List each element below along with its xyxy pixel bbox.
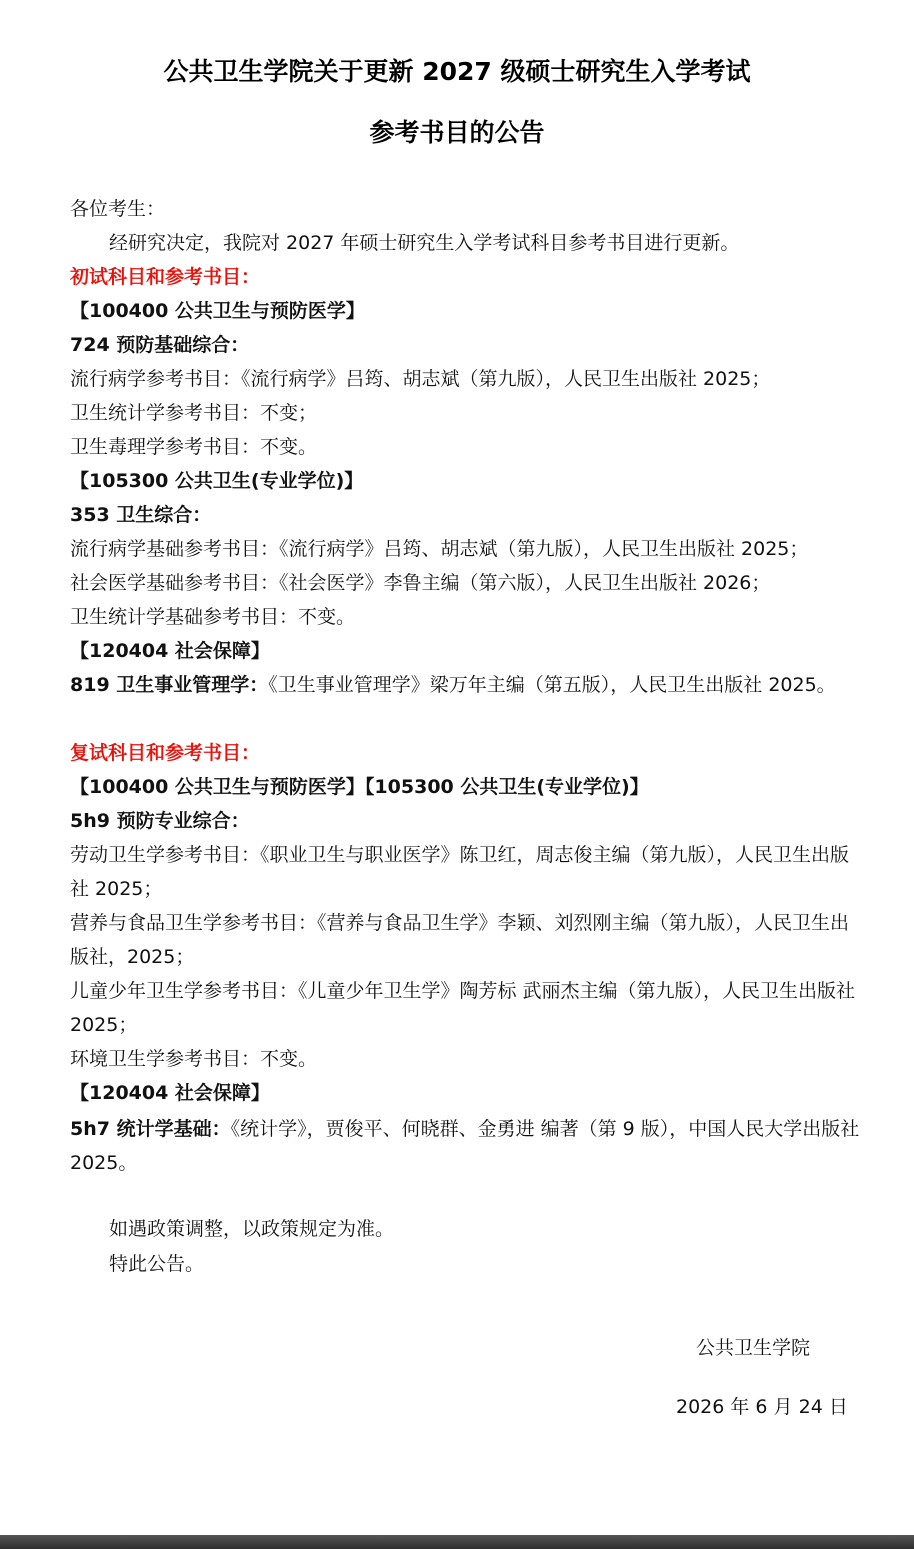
major-105300: 【105300 公共卫生(专业学位)】 [70, 470, 364, 492]
book-item-occupational-health: 劳动卫生学参考书目：《职业卫生与职业医学》陈卫红，周志俊主编（第九版），人民卫生出版社 2025； [70, 844, 850, 900]
major-100400: 【100400 公共卫生与预防医学】 [70, 300, 365, 322]
subject-819-book: 《卫生事业管理学》梁万年主编（第五版），人民卫生出版社 2025。 [268, 674, 836, 696]
book-item-epidemiology: 流行病学参考书目：《流行病学》吕筠、胡志斌（第九版），人民卫生出版社 2025； [70, 368, 771, 390]
signature: 公共卫生学院 [696, 1337, 811, 1359]
subject-5h7-label: 5h7 统计学基础： [70, 1118, 231, 1140]
major-120404: 【120404 社会保障】 [70, 640, 270, 662]
subject-353: 353 卫生综合： [70, 504, 212, 526]
retest-majors: 【100400 公共卫生与预防医学】【105300 公共卫生(专业学位)】 [70, 776, 649, 798]
closing-statement: 特此公告。 [109, 1253, 205, 1275]
preliminary-heading: 初试科目和参考书目： [70, 266, 261, 288]
closing-policy-note: 如遇政策调整，以政策规定为准。 [109, 1218, 395, 1240]
subject-724: 724 预防基础综合： [70, 334, 250, 356]
subject-819-label: 819 卫生事业管理学： [70, 674, 269, 696]
book-item-child-health: 儿童少年卫生学参考书目：《儿童少年卫生学》陶芳标 武丽杰主编（第九版），人民卫生出版社 2025； [70, 980, 856, 1036]
subject-5h9: 5h9 预防专业综合： [70, 810, 250, 832]
book-item-epidemiology-basic: 流行病学基础参考书目：《流行病学》吕筠、胡志斌（第九版），人民卫生出版社 2025； [70, 538, 809, 560]
issue-date: 2026 年 6 月 24 日 [676, 1396, 848, 1418]
subject-5h7-book: 《统计学》，贾俊平、何晓群、金勇进 编著（第 9 版），中国人民大学出版社 2025。 [70, 1118, 860, 1174]
book-item-toxicology: 卫生毒理学参考书目：不变。 [70, 436, 318, 458]
title-line-1: 公共卫生学院关于更新 2027 级硕士研究生入学考试 [163, 57, 751, 86]
retest-major-120404: 【120404 社会保障】 [70, 1082, 270, 1104]
subject-819 [70, 673, 870, 698]
book-item-social-medicine: 社会医学基础参考书目：《社会医学》李鲁主编（第六版），人民卫生出版社 2026； [70, 572, 771, 594]
intro-paragraph: 经研究决定，我院对 2027 年硕士研究生入学考试科目参考书目进行更新。 [109, 232, 740, 254]
greeting: 各位考生： [70, 198, 166, 220]
book-item-statistics-basic: 卫生统计学基础参考书目：不变。 [70, 606, 356, 628]
title-line-2: 参考书目的公告 [369, 118, 545, 147]
book-item-environmental-health: 环境卫生学参考书目：不变。 [70, 1048, 318, 1070]
book-item-nutrition: 营养与食品卫生学参考书目：《营养与食品卫生学》李颖、刘烈刚主编（第九版），人民卫生出版社，2025； [70, 912, 850, 968]
retest-heading: 复试科目和参考书目： [70, 742, 261, 764]
subject-5h7 [70, 1112, 860, 1180]
window-bottom-bar [0, 1535, 914, 1549]
book-item-health-statistics: 卫生统计学参考书目：不变； [70, 402, 318, 424]
